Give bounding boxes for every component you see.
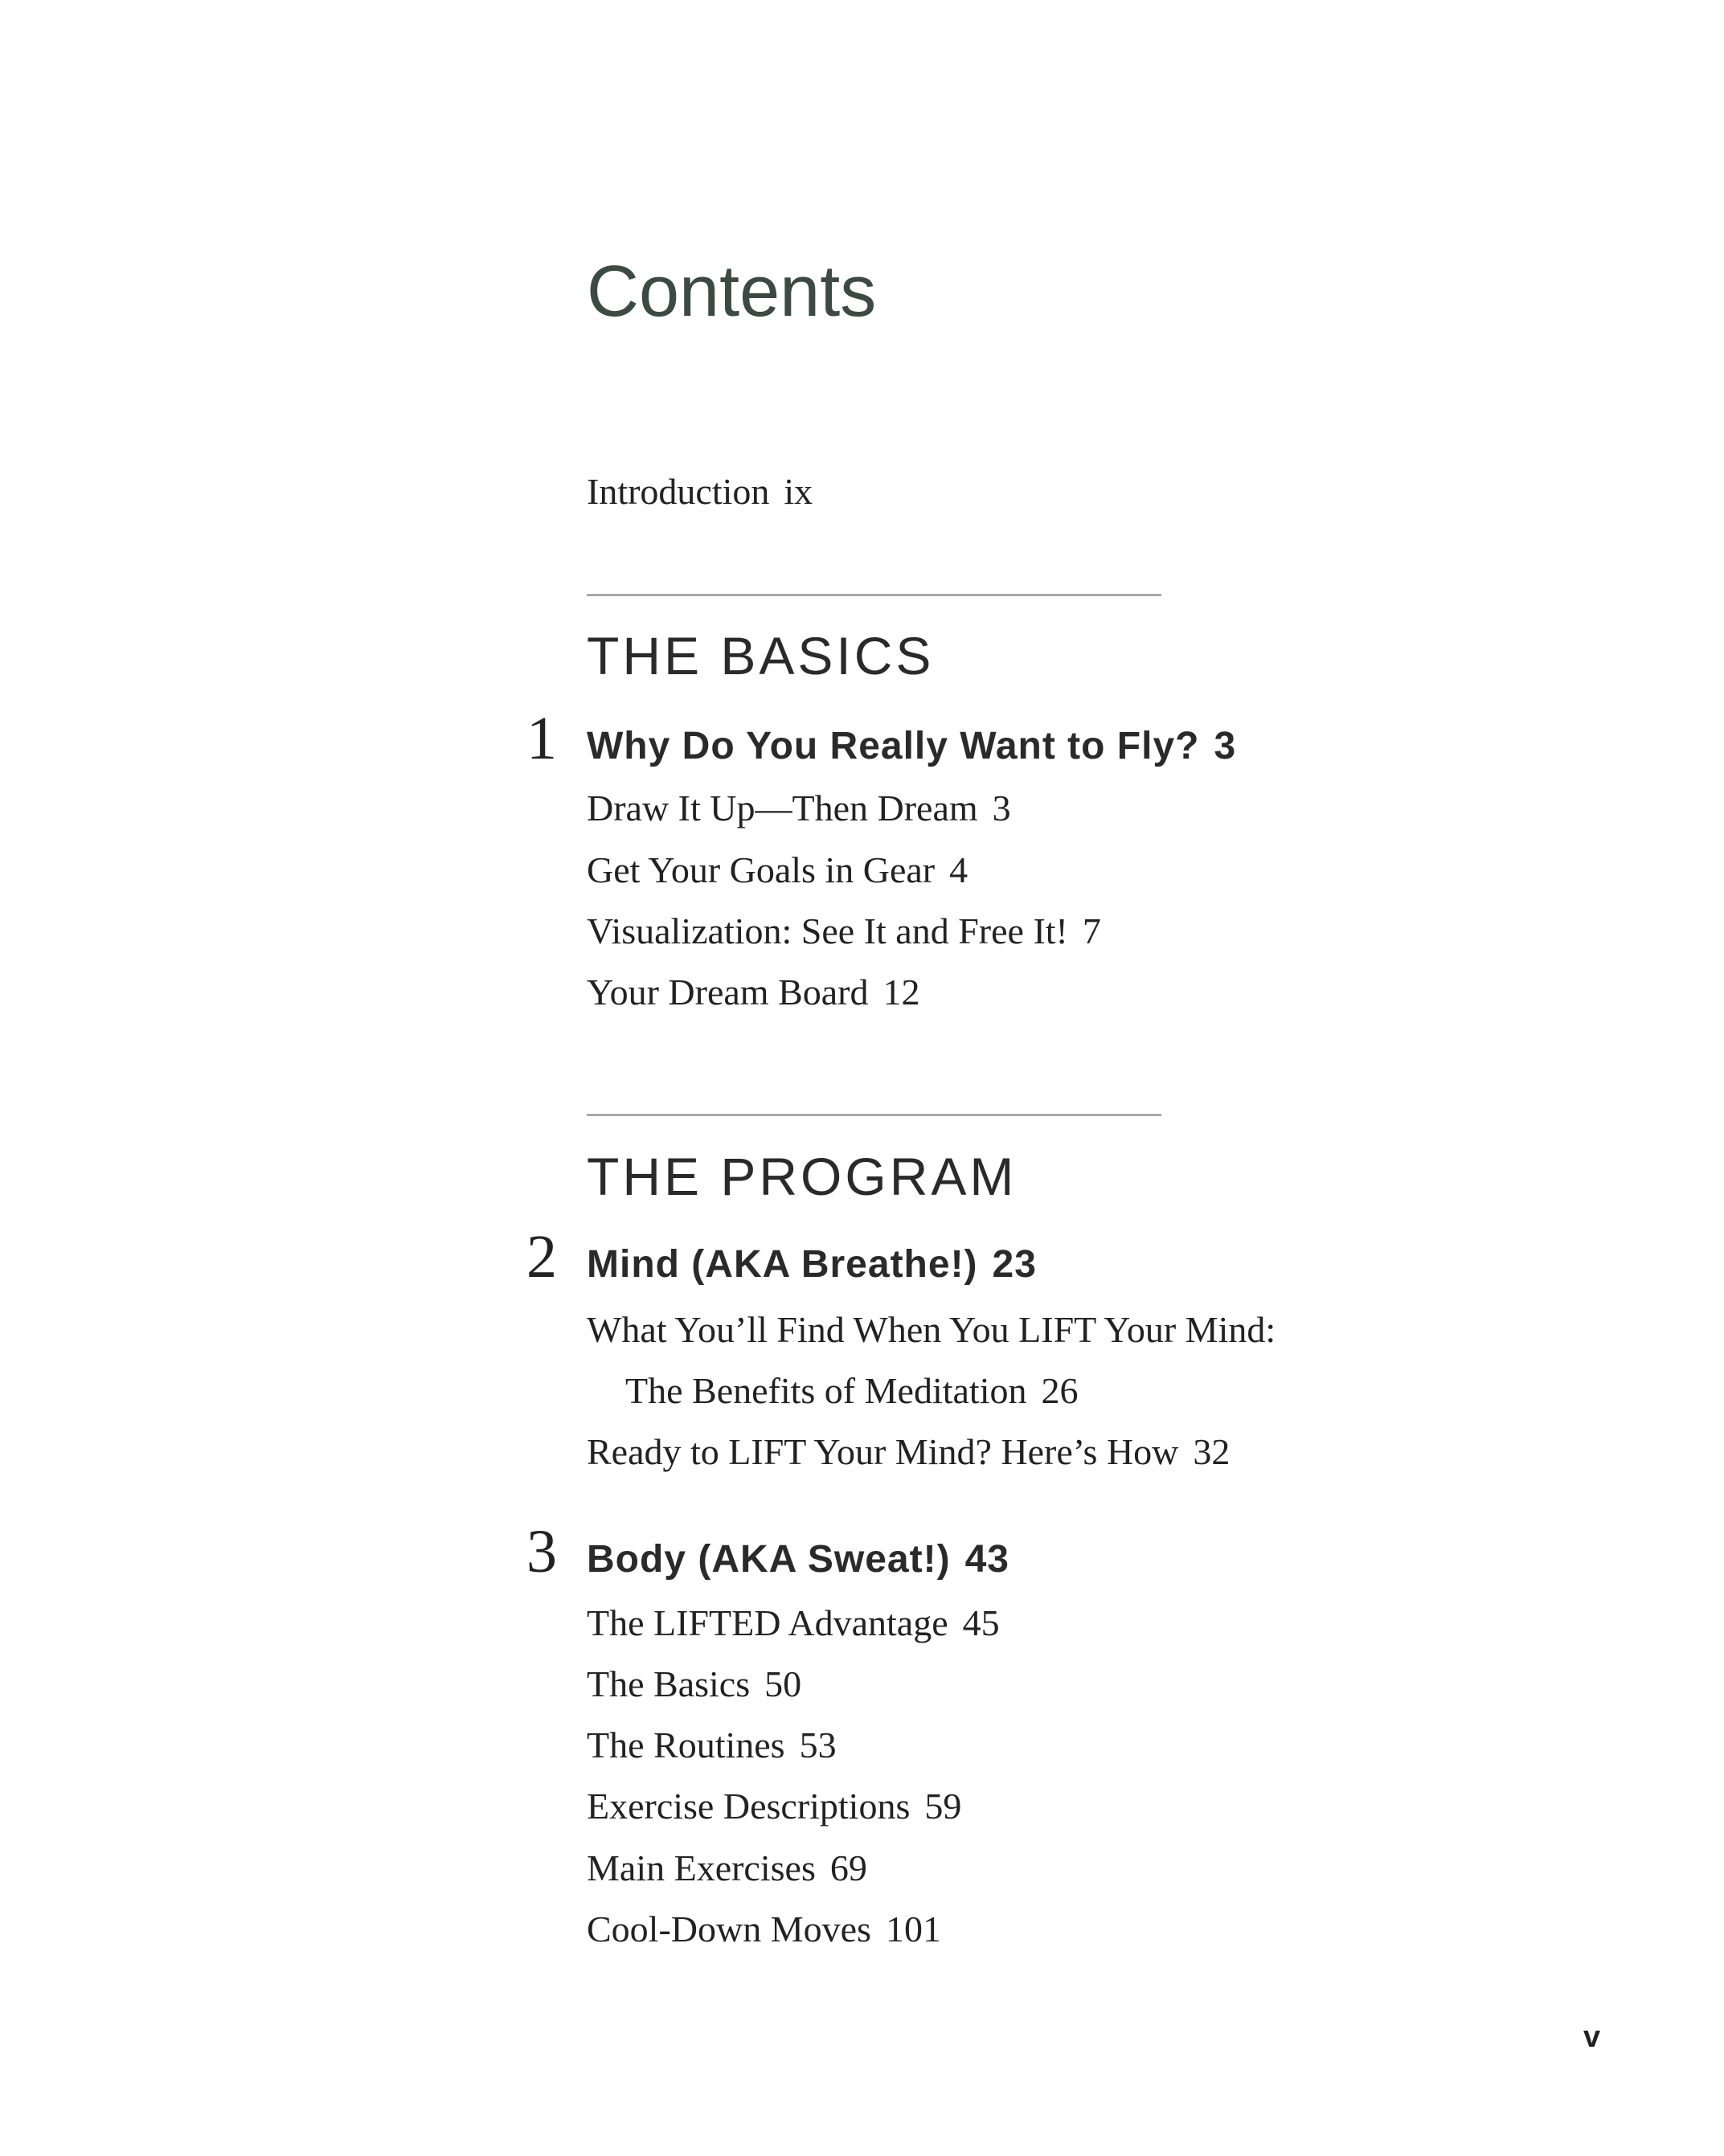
toc-entry[interactable]	[587, 1724, 837, 1765]
entry-page: 59	[924, 1786, 962, 1827]
entry-page: 53	[799, 1724, 837, 1765]
entry-page: 32	[1193, 1431, 1231, 1472]
entry-label: Draw It Up—Then Dream	[587, 788, 978, 828]
entry-page: 12	[882, 972, 920, 1013]
chapter-number: 2	[526, 1223, 557, 1291]
entry-label: The Routines	[587, 1724, 785, 1765]
entry-page: 101	[885, 1908, 941, 1949]
chapter-page: 23	[992, 1243, 1037, 1286]
chapter-title-2[interactable]	[587, 1243, 1037, 1286]
toc-entry-continuation[interactable]	[625, 1370, 1079, 1411]
entry-label: Cool-Down Moves	[587, 1908, 871, 1949]
chapter-title-3[interactable]	[587, 1540, 1009, 1579]
entry-page: ix	[784, 471, 813, 512]
entry-label: Get Your Goals in Gear	[587, 849, 936, 890]
entry-label: Ready to LIFT Your Mind? Here’s How	[587, 1431, 1179, 1472]
entry-page: 69	[829, 1847, 867, 1888]
entry-label: The LIFTED Advantage	[587, 1602, 948, 1643]
entry-label: Exercise Descriptions	[587, 1786, 911, 1827]
entry-label: What You’ll Find When You LIFT Your Mind:	[587, 1309, 1276, 1350]
toc-entry[interactable]	[587, 974, 920, 1011]
entry-page: 4	[949, 849, 968, 890]
chapter-label: Mind (AKA Breathe!)	[587, 1243, 978, 1286]
toc-entry[interactable]	[587, 910, 1101, 951]
entry-label: Main Exercises	[587, 1847, 816, 1888]
toc-entry[interactable]	[587, 1908, 941, 1949]
chapter-label: Body (AKA Sweat!)	[587, 1538, 951, 1581]
toc-entry[interactable]	[587, 1788, 961, 1825]
chapter-page: 43	[964, 1538, 1009, 1581]
entry-page: 3	[992, 788, 1011, 828]
entry-page: 50	[764, 1663, 802, 1704]
entry-label: Your Dream Board	[587, 972, 869, 1013]
chapter-number: 1	[526, 705, 557, 772]
section-divider	[587, 1114, 1161, 1116]
section-heading-program: THE PROGRAM	[587, 1147, 1018, 1206]
toc-entry[interactable]	[587, 1431, 1231, 1472]
toc-entry[interactable]	[587, 1663, 802, 1704]
toc-entry[interactable]	[587, 1847, 867, 1888]
toc-entry[interactable]	[587, 849, 968, 890]
section-divider	[587, 594, 1161, 596]
entry-page: 7	[1082, 910, 1101, 951]
toc-entry[interactable]	[587, 790, 1011, 827]
chapter-number: 3	[526, 1518, 557, 1585]
entry-label: The Benefits of Meditation	[625, 1370, 1027, 1411]
page-number: v	[1583, 2020, 1601, 2054]
chapter-title-1[interactable]	[587, 727, 1236, 766]
entry-label: Introduction	[587, 471, 770, 512]
page-title: Contents	[587, 252, 877, 332]
entry-label: The Basics	[587, 1663, 751, 1704]
chapter-page: 3	[1214, 725, 1237, 767]
entry-label: Visualization: See It and Free It!	[587, 910, 1068, 951]
toc-entry-introduction[interactable]	[587, 473, 813, 510]
chapter-label: Why Do You Really Want to Fly?	[587, 725, 1200, 767]
toc-entry[interactable]	[587, 1602, 1000, 1643]
section-heading-basics: THE BASICS	[587, 626, 935, 685]
entry-page: 45	[962, 1602, 1000, 1643]
toc-entry[interactable]	[587, 1311, 1276, 1348]
entry-page: 26	[1041, 1370, 1079, 1411]
